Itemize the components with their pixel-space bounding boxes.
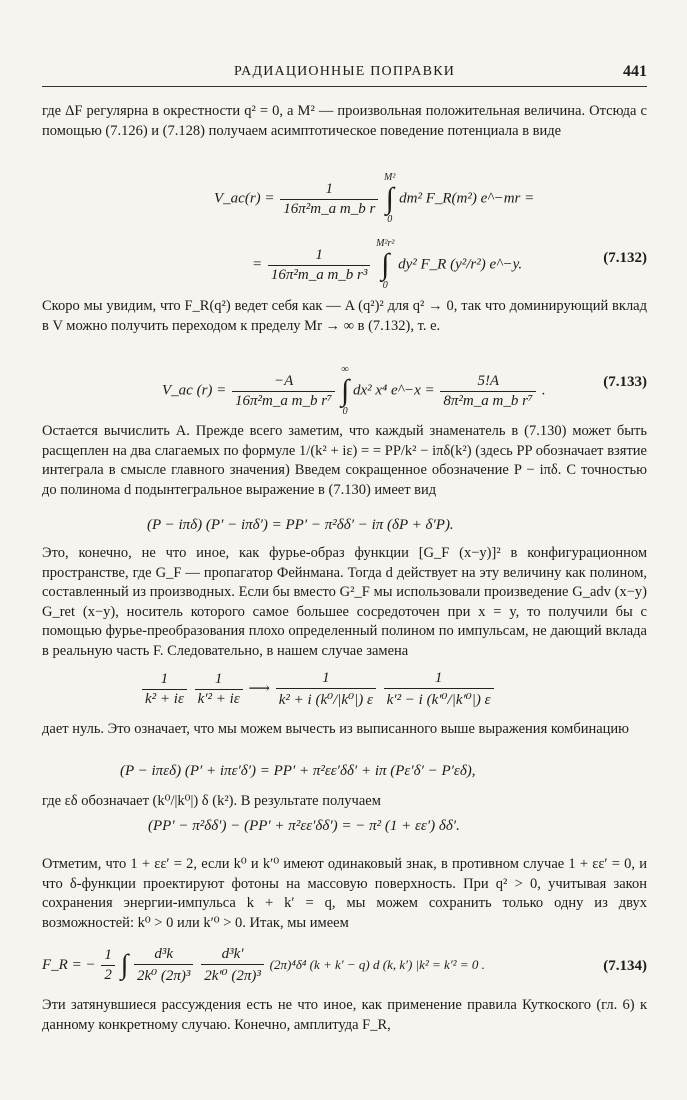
integral-sign: ∫: [120, 949, 129, 981]
paragraph-6: [42, 792, 647, 812]
fraction-numerator: 1: [276, 670, 376, 689]
eq-fraction: [280, 181, 378, 218]
integral-upper-limit: M²: [384, 172, 396, 183]
equation-7-133: [42, 352, 647, 416]
page-number: 441: [623, 63, 647, 80]
fraction-denominator: 2: [104, 967, 112, 983]
equation-number: (7.133): [603, 374, 647, 390]
eq-end: .: [541, 382, 546, 399]
equation-product: [42, 517, 647, 547]
fraction-denominator: 2k′⁰ (2π)³: [204, 968, 261, 984]
integral-upper-limit: ∞: [341, 364, 349, 375]
paragraph-1: [42, 102, 647, 141]
eq-text: (PP′ − π²δδ′) − (PP′ + π²εε′δδ′) = − π² (1 + εε′) δδ′.: [148, 818, 460, 834]
eq-lhs: V_ac (r) =: [162, 382, 227, 399]
fraction-denominator: 16π²m_a m_b r⁷: [235, 392, 333, 409]
eq-fraction: [232, 373, 335, 410]
equation-7-132-line-1: [42, 162, 647, 224]
eq-integrand: dy² F_R (y²/r²) e^−y.: [398, 256, 523, 273]
integral-sign: ∞ ∫ 0: [341, 364, 350, 417]
eq-fraction: [440, 373, 536, 410]
fraction-denominator: k² + iε: [145, 691, 184, 707]
fraction-denominator: k′² − i (k′⁰/|k′⁰|) ε: [386, 692, 491, 708]
fraction-denominator: k′² + iε: [197, 691, 240, 707]
eq-fraction: [195, 671, 243, 708]
paragraph-text: где ΔF регулярна в окрестности q² = 0, а M² — произвольная положительная величина. Отсюда с помощью (7.126) и (7.128) получаем асимптотическое поведение потенциала в виде: [42, 103, 647, 139]
paragraph-2: [42, 297, 647, 336]
fraction-denominator: 16π²m_a m_b r³: [270, 266, 368, 283]
fraction-numerator: 1: [195, 671, 243, 690]
paragraph-text: дает нуль. Это означает, что мы можем вычесть из выписанного выше выражения комбинацию: [42, 721, 630, 737]
equation-7-132-line-2: [42, 222, 647, 292]
eq-tail: (2π)⁴δ⁴ (k + k′ − q) d (k, k′) |k² = k′² = 0 .: [269, 956, 485, 972]
running-title: РАДИАЦИОННЫЕ ПОПРАВКИ: [233, 64, 456, 79]
integral-sign: M² ∫ 0: [384, 172, 396, 225]
fraction-numerator: d³k′: [201, 946, 264, 965]
paragraph-text: Отметим, что 1 + εε′ = 2, если k⁰ и k′⁰ имеют одинаковый знак, в противном случае 1 + εε′ = 0, и что δ-функции проектируют фотоны на массовую поверхность. При q² > 0, учитывая закон сохранения энергии-импульса k + k′ = q, мы можем сохранить только одну из двух возможностей: k⁰ > 0 или k′⁰ > 0. Итак, мы имеем: [42, 856, 647, 931]
eq-fraction: [134, 946, 193, 985]
paragraph-4: [42, 544, 647, 661]
fraction-denominator: 2k⁰ (2π)³: [137, 968, 191, 984]
eq-integrand: dm² F_R(m²) e^−mr =: [399, 190, 535, 207]
eq-fraction: [201, 946, 264, 985]
fraction-numerator: 1: [142, 671, 187, 690]
fraction-denominator: k² + i (k⁰/|k⁰|) ε: [278, 692, 373, 708]
fraction-numerator: −A: [232, 373, 335, 392]
paragraph-3: [42, 422, 647, 500]
fraction-numerator: 1: [280, 181, 378, 200]
paragraph-text: где εδ обозначает (k⁰/|k⁰|) δ (k²). В результате получаем: [42, 793, 381, 809]
equation-number: (7.134): [603, 958, 647, 974]
paragraph-8: [42, 996, 647, 1035]
eq-text: (P − iπδ) (P′ − iπδ′) = PP′ − π²δδ′ − iπ (δP + δ′P).: [147, 517, 454, 533]
fraction-numerator: 1: [384, 670, 494, 689]
integral-sign: M²r² ∫ 0: [376, 238, 395, 291]
integral-lower-limit: 0: [382, 280, 388, 291]
fraction-numerator: 5!A: [440, 373, 536, 392]
eq-fraction: [101, 947, 115, 984]
eq-integrand: dx² x⁴ e^−x =: [352, 382, 435, 399]
paragraph-text: Скоро мы увидим, что F_R(q²) ведет себя как — A (q²)² для q² → 0, так что доминирующий вклад в V можно получить переходом к пределу Mr → ∞ в (7.132), т. е.: [42, 298, 647, 334]
page-header: [42, 62, 647, 87]
arrow: ⟶: [248, 680, 271, 697]
eq-fraction: [268, 247, 371, 284]
eq-text: (P − iπεδ) (P′ + iπε′δ′) = PP′ + π²εε′δδ′ + iπ (Pε′δ′ − P′εδ),: [120, 763, 476, 779]
equation-combination: [42, 763, 647, 793]
eq-lhs: V_ac(r) =: [214, 190, 275, 207]
integral-lower-limit: 0: [387, 214, 393, 225]
equation-number: (7.132): [603, 250, 647, 266]
fraction-denominator: 16π²m_a m_b r: [283, 200, 376, 217]
paragraph-text: Эти затянувшиеся рассуждения есть не что иное, как применение правила Куткоского (гл. 6) к данному конкретному случаю. Конечно, амплитуда F_R,: [42, 997, 647, 1033]
equation-substitution: [42, 668, 647, 714]
equation-7-134: [42, 944, 647, 994]
eq-fraction: [384, 670, 494, 709]
fraction-numerator: d³k: [134, 946, 193, 965]
eq-fraction: [276, 670, 376, 709]
paragraph-text: Это, конечно, не что иное, как фурье-образ функции [G_F (x−y)]² в конфигурационном пространстве, где G_F — пропагатор Фейнмана. Тогда d действует на эту величину как полином, составленный из производных. Если бы вместо G²_F мы использовали произведение G_adv (x−y) G_ret (x−y), носитель которого самое большее сосредоточен при x = y, то получили бы с помощью фурье-преобразования плохо определенный полином по импульсам, не дающий вклада в реальную часть F. Следовательно, в нашем случае замена: [42, 545, 647, 659]
eq-equals: =: [252, 256, 263, 273]
paragraph-7: [42, 855, 647, 933]
paragraph-text: Остается вычислить A. Прежде всего заметим, что каждый знаменатель в (7.130) может быть расщеплен на два слагаемых по формуле 1/(k² + iε) = = PP/k² − iπδ(k²) (здесь PP обозначает взятие интеграла в смысле главного значения) Введем сокращенное обозначение P − iπδ. С точностью до полинома d подынтегральное выражение в (7.130) имеет вид: [42, 423, 647, 498]
integral-lower-limit: 0: [342, 406, 348, 417]
equation-result: [42, 818, 647, 848]
fraction-numerator: 1: [101, 947, 115, 966]
fraction-denominator: 8π²m_a m_b r⁷: [443, 392, 534, 409]
integral-upper-limit: M²r²: [376, 238, 395, 249]
eq-fraction: [142, 671, 187, 708]
eq-lhs: F_R = −: [42, 956, 96, 973]
fraction-numerator: 1: [268, 247, 371, 266]
paragraph-5: [42, 720, 647, 740]
